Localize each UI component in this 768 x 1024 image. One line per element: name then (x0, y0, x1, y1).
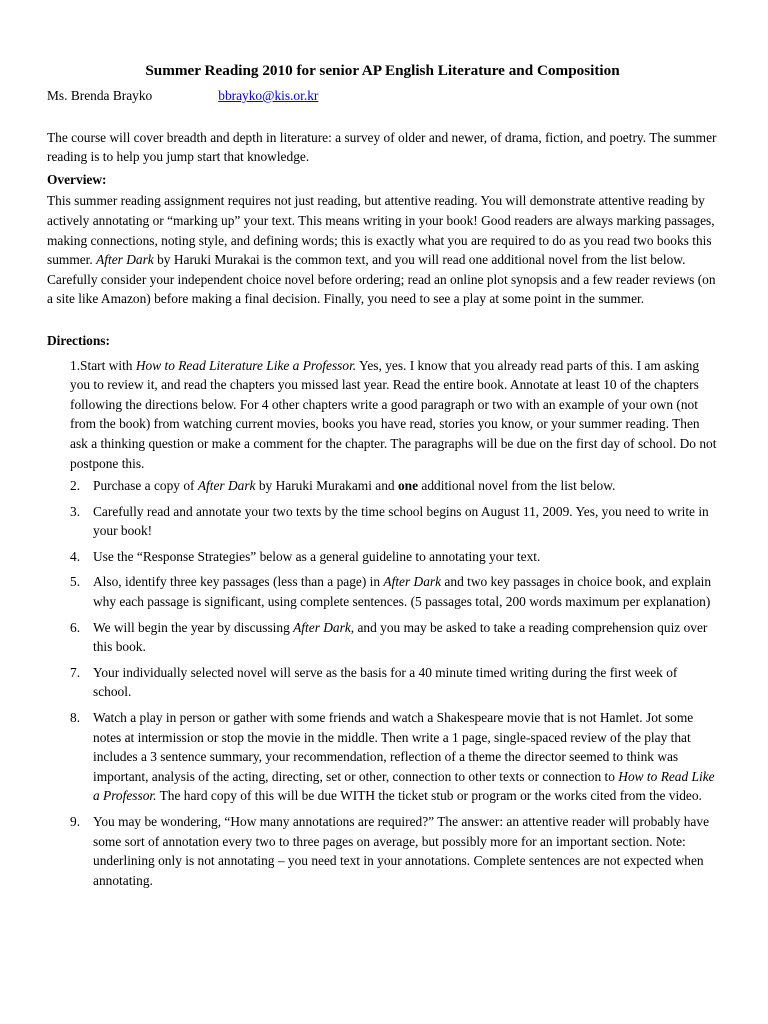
book-title: After Dark (197, 478, 256, 494)
book-title: How to Read Like a Professor. (93, 768, 715, 804)
directions-item-3: 3. Carefully read and annotate your two texts by the time school begins on August 11, 2009. Yes, you need to write in your book! (70, 503, 709, 539)
teacher-email-link[interactable]: bbrayko@kis.or.kr (218, 88, 319, 103)
teacher-name: Ms. Brenda Brayko (47, 88, 153, 103)
directions-item-7: 7. Your individually selected novel will serve as the basis for a 40 minute timed writing during the first week of school. (70, 664, 678, 700)
item-number: 7. (70, 664, 81, 680)
item-number: 5. (70, 574, 81, 590)
item-number: 9. (70, 814, 81, 829)
emphasis-one: one (397, 478, 419, 494)
overview-paragraph: This summer reading assignment requires not just reading, but attentive reading. You will demonstrate attentive reading by actively annotating or “marking up” your text. This means writing in your book! Good readers are always marking passages, making connections, noting style, and defining words; this is exactly what you are required to do as you read two books this summer. After Dark by Haruki Murakai is the common text, and you will read one additional novel from the list below. Carefully consider your independent choice novel before ordering; read an online plot synopsis and a few reader reviews (on a site like Amazon) before making a final decision. Finally, you need to see a play at some point in the summer. (47, 193, 716, 307)
directions-heading: Directions: (47, 332, 110, 348)
directions-item-5: 5. Also, identify three key passages (less than a page) in After Dark and two key passages in choice book, and explain why each passage is significant, using complete sentences. (5 passages total, 200 words maximum per explanation) (70, 574, 712, 610)
book-title: After Dark, (293, 619, 355, 635)
book-title: After Dark (96, 252, 154, 268)
intro-paragraph: The course will cover breadth and depth in literature: a survey of older and newer, of drama, fiction, and poetry. The summer reading is to help you jump start that knowledge. (47, 129, 717, 165)
directions-item-9: 9. You may be wondering, “How many annotations are required?” The answer: an attentive reader will probably have some sort of annotation every two to three pages on average, but possibly more for an important section. Note: underlining only is not annotating – you need text in your annotations. Complete sentences are not expected when annotating. (70, 814, 710, 888)
author-line (47, 86, 718, 106)
directions-item-4: 4. Use the “Response Strategies” below as a general guideline to annotating your text. (47, 547, 718, 567)
item-number: 8. (70, 710, 81, 726)
overview-heading: Overview: (47, 171, 107, 187)
item-number: 2. (70, 478, 81, 494)
directions-list (47, 476, 718, 890)
item-number: 6. (70, 619, 81, 635)
item-number: 4. (70, 548, 81, 564)
directions-item-1: 1.Start with How to Read Literature Like a Professor. Yes, yes. I know that you already read parts of this. I am asking you to review it, and read the chapters you missed last year. Read the entire book. Annotate at least 10 of the chapters following the directions below. For 4 other chapters write a good paragraph or two with an example of your own (not from the book) from watching current movies, books you have read, stories you know, or your summer reading. Then ask a thinking question or make a comment for the chapter. The paragraphs will be due on the first day of school. Do not postpone this. (70, 357, 717, 471)
document-title: Summer Reading 2010 for senior AP English Literature and Composition (145, 62, 620, 79)
book-title: How to Read Literature Like a Professor. (135, 357, 357, 373)
directions-item-6: 6. We will begin the year by discussing After Dark, and you may be asked to take a reading comprehension quiz over this book. (70, 619, 708, 655)
directions-item-2: 2. Purchase a copy of After Dark by Haruki Murakami and one additional novel from the list below. (47, 476, 718, 496)
book-title: After Dark (383, 574, 442, 590)
item-number: 3. (70, 503, 81, 519)
directions-item-8: 8. Watch a play in person or gather with some friends and watch a Shakespeare movie that is not Hamlet. Jot some notes at intermission or stop the movie in the middle. Then write a 1 page, single-spaced review of the play that includes a 3 sentence summary, your recommendation, reflection of a theme the director seemed to think was important, analysis of the acting, directing, set or other, connection to other texts or connection to How to Read Like a Professor. The hard copy of this will be due WITH the ticket stub or program or the works cited from the video. (70, 710, 715, 804)
